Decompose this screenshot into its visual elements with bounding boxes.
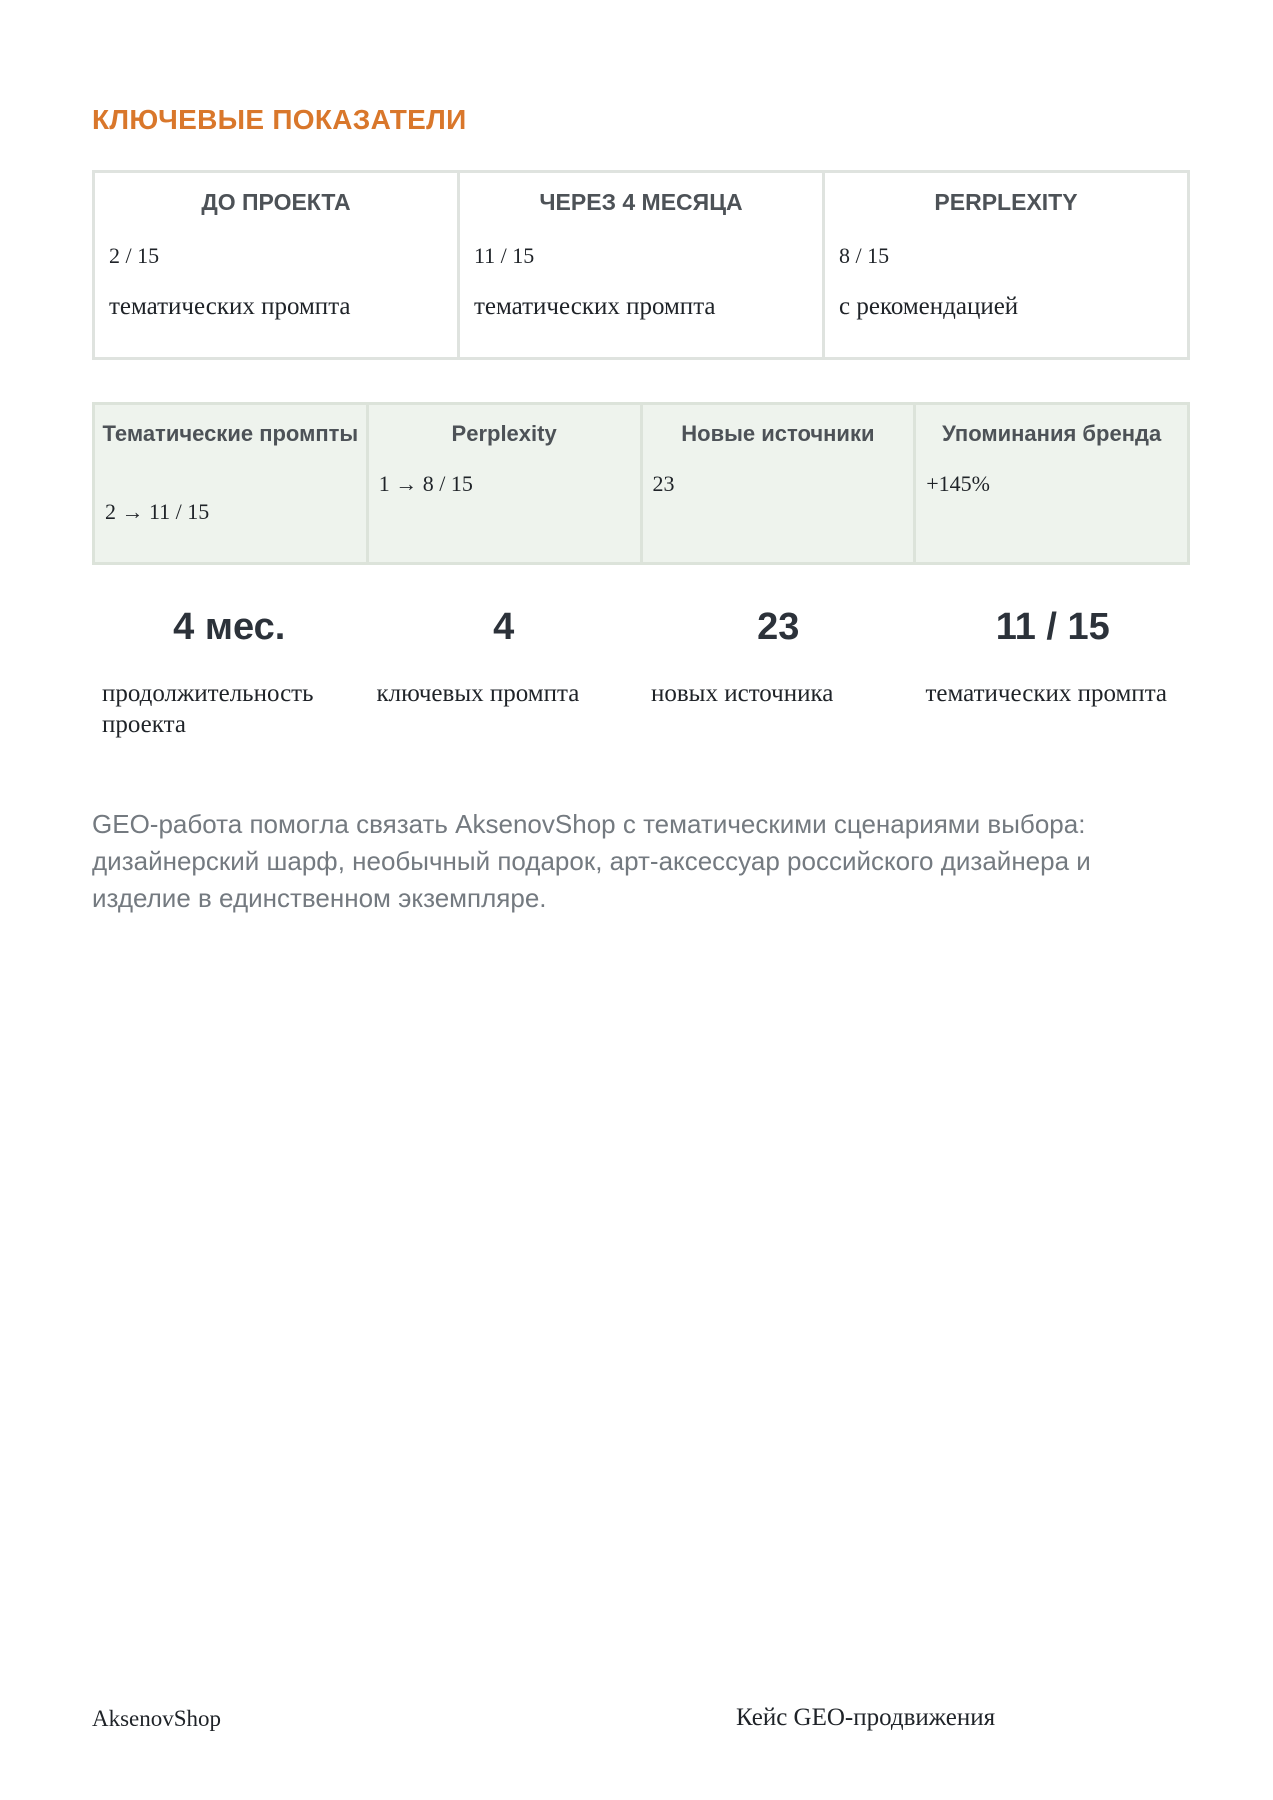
stat-label: новых источника [651,680,834,707]
comparison-cell-perplexity [825,173,1187,357]
stat-key-prompts [367,606,642,746]
metric-cell-sources [643,405,917,562]
comparison-table [92,170,1190,360]
metric-cell-mentions [916,405,1187,562]
comparison-caption: тематических промпта [109,293,351,320]
footer-doc-title: Кейс GEO-продвижения [736,1704,996,1731]
stat-number: 11 / 15 [995,606,1110,648]
comparison-header: ДО ПРОЕКТА [201,189,351,215]
metric-value: 1 → 8 / 15 [378,471,473,496]
comparison-caption: тематических промпта [474,293,716,320]
metrics-table [92,402,1190,565]
stat-new-sources [641,606,916,746]
metric-value: +145% [926,471,990,496]
stat-number: 4 мес. [173,606,286,648]
comparison-caption: с рекомендацией [839,293,1019,320]
comparison-cell-before [95,173,460,357]
stat-number: 23 [757,606,800,648]
stat-duration [92,606,367,746]
metric-cell-perplexity [369,405,643,562]
metric-header: Тематические промпты [102,421,359,446]
metric-cell-prompts [95,405,369,562]
section-title: КЛЮЧЕВЫЕ ПОКАЗАТЕЛИ [92,104,467,135]
stats-row [92,606,1190,746]
stat-thematic-prompts [916,606,1191,746]
comparison-header: PERPLEXITY [934,189,1078,215]
footer-brand: AksenovShop [92,1706,222,1731]
metric-header: Упоминания бренда [942,421,1162,446]
comparison-value: 8 / 15 [839,243,890,268]
metric-header: Новые источники [681,421,875,446]
metric-value: 2 → 11 / 15 [105,499,210,524]
stat-label: ключевых промпта [376,680,580,707]
stat-label: тематических промпта [925,680,1168,707]
stat-label: продолжительность проекта [102,680,314,738]
comparison-cell-after [460,173,825,357]
metric-header: Perplexity [451,421,557,446]
metric-value: 23 [652,471,675,496]
summary-paragraph: GEO-работа помогла связать AksenovShop с тематическими сценариями выбора: дизайнерский шарф, необычный подарок, арт-аксессуар российского дизайнера и изделие в единственном экземпляре. [92,809,1091,913]
comparison-value: 11 / 15 [474,243,535,268]
comparison-header: ЧЕРЕЗ 4 МЕСЯЦА [539,189,743,215]
stat-number: 4 [493,606,515,648]
comparison-value: 2 / 15 [109,243,160,268]
